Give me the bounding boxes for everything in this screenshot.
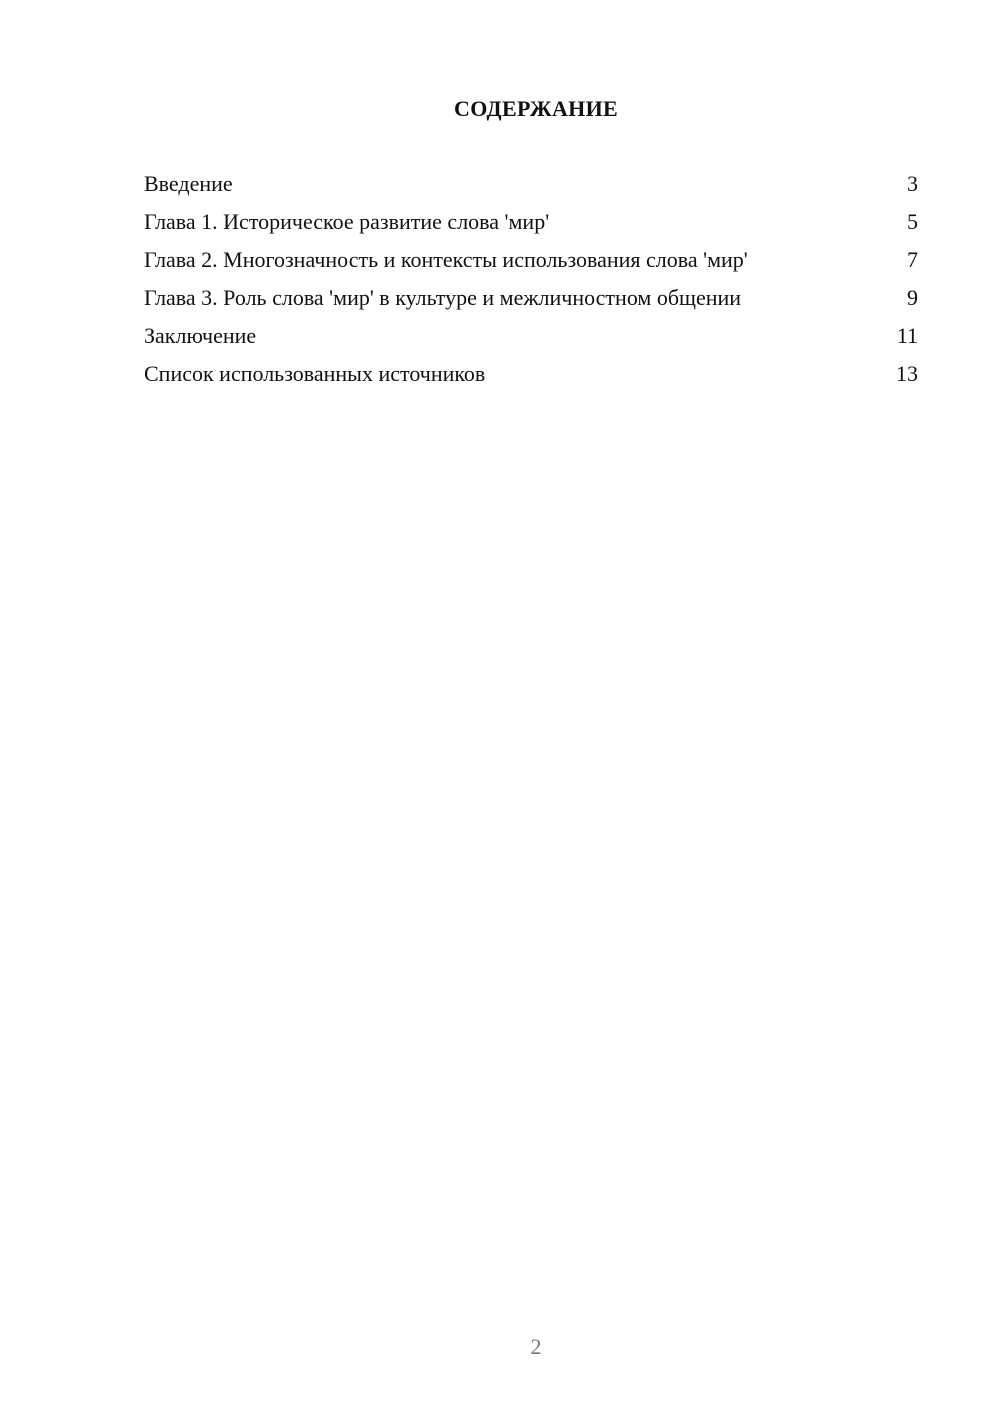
toc-entry-label: Глава 3. Роль слова 'мир' в культуре и межличностном общении [144,285,742,310]
toc-entry-page: 13 [896,361,918,386]
toc-entry-references [144,360,918,387]
toc-entry-page: 3 [907,171,918,196]
toc-entry-page: 11 [896,323,918,348]
toc-entry-introduction [144,170,918,197]
toc-entry-conclusion [144,322,918,349]
table-of-contents [144,170,918,398]
toc-entry-label: Заключение [144,323,257,348]
toc-entry-chapter-3 [144,284,918,311]
toc-entry-label: Введение [144,171,233,196]
toc-entry-chapter-1 [144,208,918,235]
toc-entry-page: 9 [907,285,918,310]
page-number: 2 [530,1334,542,1359]
page-title: СОДЕРЖАНИЕ [454,96,618,121]
toc-entry-label: Список использованных источников [144,361,486,386]
toc-entry-label: Глава 2. Многозначность и контексты использования слова 'мир' [144,247,748,272]
toc-entry-page: 5 [907,209,918,234]
toc-entry-label: Глава 1. Историческое развитие слова 'мир' [144,209,550,234]
toc-entry-chapter-2 [144,246,918,273]
toc-entry-page: 7 [907,247,918,272]
